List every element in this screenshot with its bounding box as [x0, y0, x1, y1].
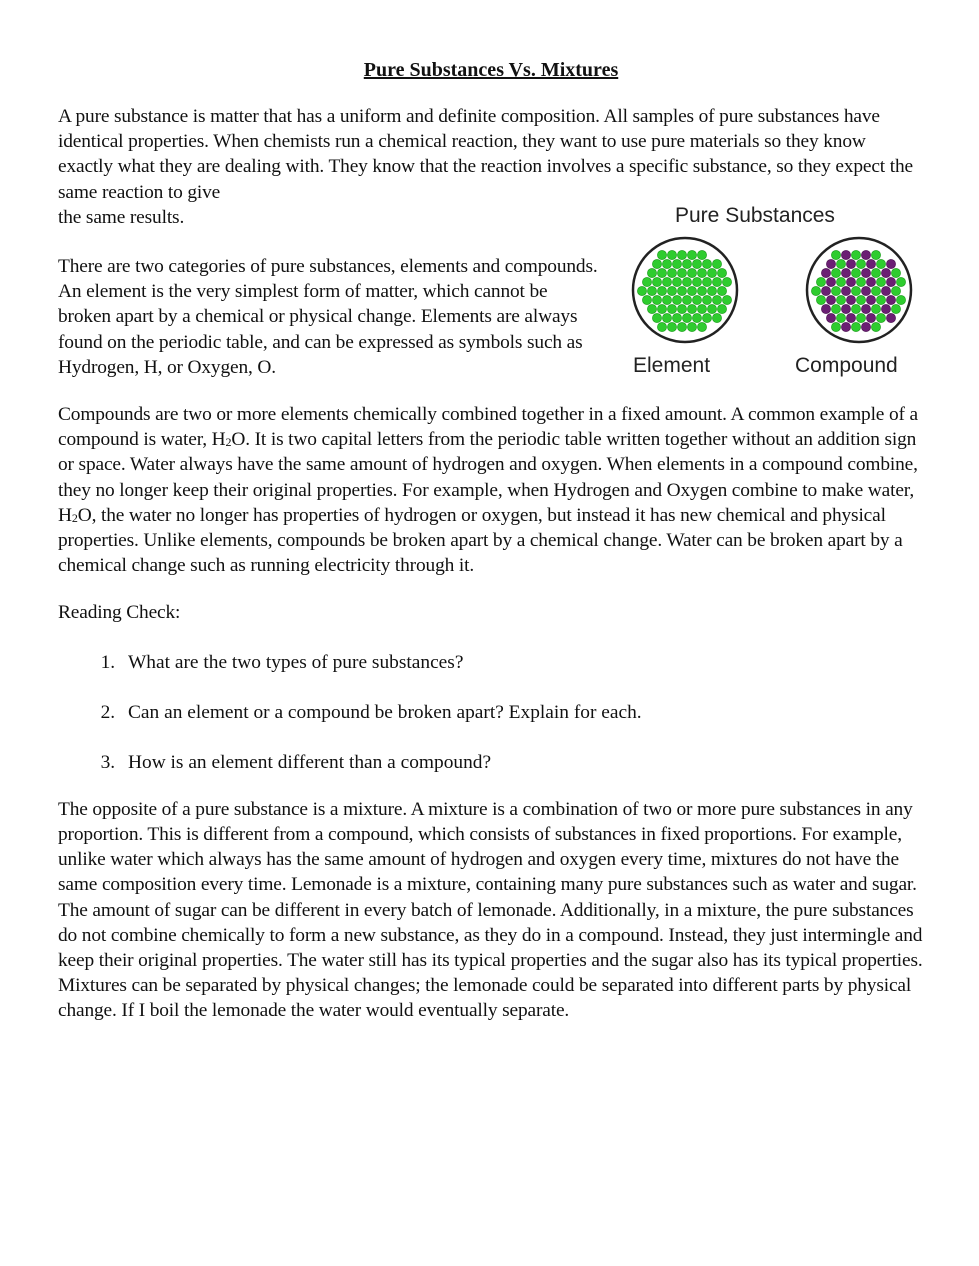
atom-diagram	[623, 234, 923, 359]
page-title: Pure Substances Vs. Mixtures	[363, 59, 619, 81]
paragraph-categories: There are two categories of pure substances, elements and compounds. An element is the very simplest form of matter, which cannot be broken apart by a chemical or physical change. Elements are always found on the periodic table, and can be expressed as symbols such as Hydrogen, H, or Oxygen, O.	[58, 256, 598, 378]
element-circle-icon	[633, 238, 737, 342]
question-item: 3. How is an element different than a compound?	[120, 750, 924, 775]
pure-substances-figure	[623, 204, 923, 394]
compound-circle-icon	[807, 238, 911, 342]
figure-title: Pure Substances	[675, 204, 835, 227]
question-item: 2. Can an element or a compound be broken apart? Explain for each.	[120, 700, 924, 725]
paragraph-mixtures: The opposite of a pure substance is a mixture. A mixture is a combination of two or more pure substances in any proportion. This is different from a compound, which consists of substances in fixed proportions. For example, unlike water which always has the same amount of hydrogen and oxygen every time, mixtures do not have the same composition every time. Lemonade is a mixture, containing many pure substances such as water and sugar. The amount of sugar can be different in every batch of lemonade. Additionally, in a mixture, the pure substances do not combine chemically to form a new substance, as they do in a compound. Instead, they just intermingle and keep their original properties. The water still has its typical properties and the sugar also has its typical properties. Mixtures can be separated by physical changes; the lemonade could be separated into different parts by physical change. If I boil the lemonade the water would eventually separate.	[58, 798, 923, 1022]
document-page	[58, 56, 924, 1046]
element-label: Element	[633, 354, 711, 377]
paragraph-compounds: Compounds are two or more elements chemically combined together in a fixed amount. A common example of a compound is water, $H_2O$. It is two capital letters from the periodic table written together without an addition sign or space. Water always have the same amount of hydrogen and oxygen. When elements in a compound combine, they no longer keep their original properties. For example, when Hydrogen and Oxygen combine to make water, $H_2O$, the water no longer has properties of hydrogen or oxygen, but instead it has new chemical and physical properties. Unlike elements, compounds be broken apart by a chemical change. Water can be broken apart by a chemical change such as running electricity through it.	[58, 404, 918, 577]
reading-check-questions	[58, 650, 924, 775]
intro-section	[58, 104, 924, 380]
question-item: 1. What are the two types of pure substances?	[120, 650, 924, 675]
reading-check-title: Reading Check:	[58, 602, 181, 624]
compound-label: Compound	[795, 354, 898, 377]
paragraph-pure-substance: A pure substance is matter that has a uniform and definite composition. All samples of pure substances have identical properties. When chemists run a chemical reaction, they want to use pure materials so they know exactly what they are dealing with. They know that the reaction involves a specific substance, so they expect the same reaction to give the same results.	[58, 106, 913, 228]
